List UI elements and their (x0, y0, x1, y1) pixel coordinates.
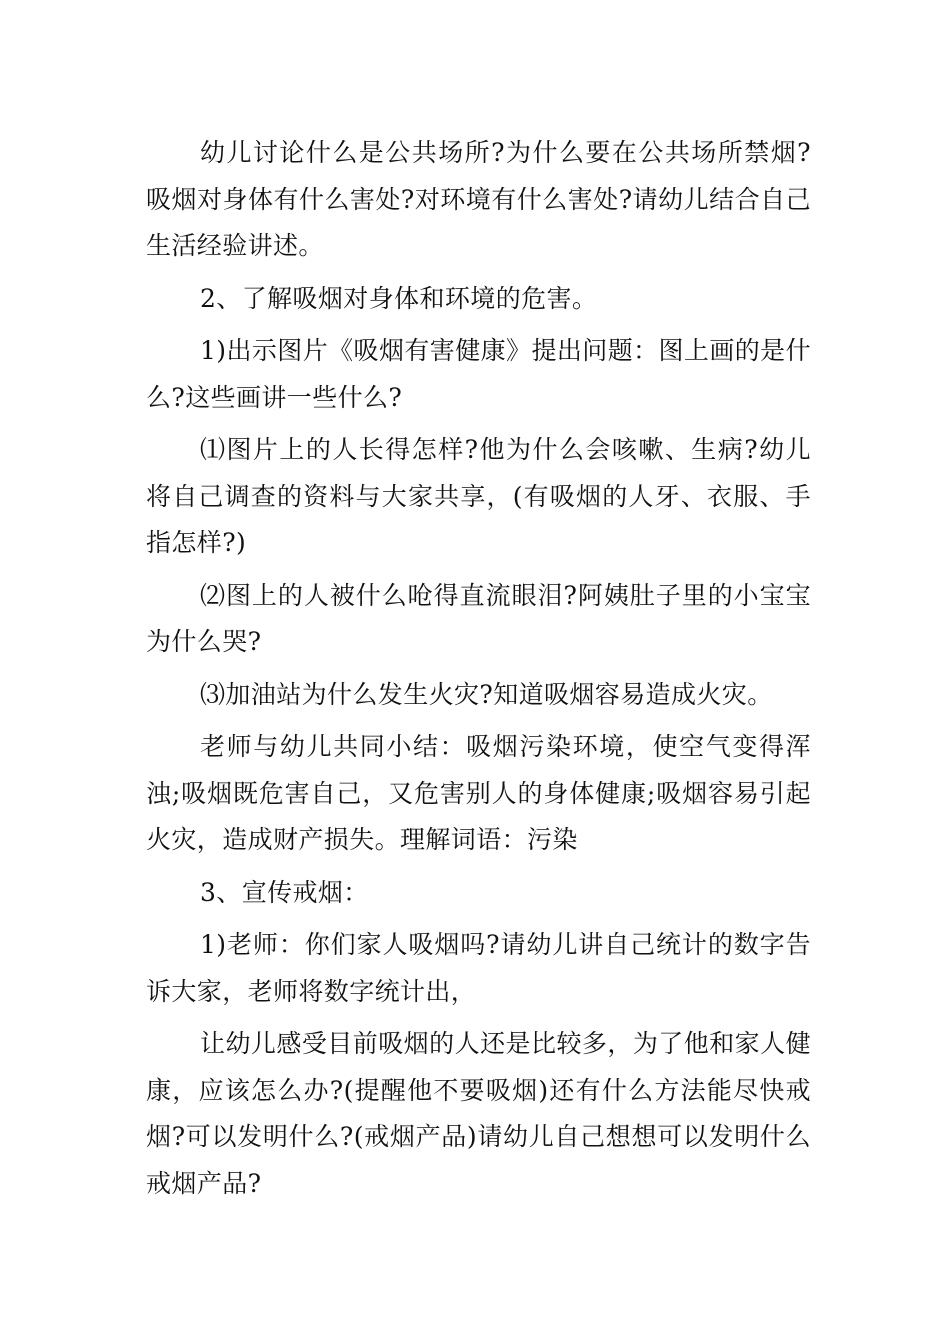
document-body (146, 130, 811, 1213)
paragraph-question-2: ⑵图上的人被什么呛得直流眼泪?阿姨肚子里的小宝宝为什么哭? (146, 580, 811, 656)
section-heading-2: 2、了解吸烟对身体和环境的危害。 (200, 283, 598, 313)
paragraph-summary: 老师与幼儿共同小结：吸烟污染环境，使空气变得浑浊;吸烟既危害自己，又危害别人的身体健康;吸烟容易引起火灾，造成财产损失。理解词语：污染 (146, 732, 811, 854)
section-heading-3: 3、宣传戒烟： (200, 877, 369, 907)
paragraph-quit-smoking: 让幼儿感受目前吸烟的人还是比较多，为了他和家人健康，应该怎么办?(提醒他不要吸烟)还有什么方法能尽快戒烟?可以发明什么?(戒烟产品)请幼儿自己想想可以发明什么戒烟产品? (146, 1029, 811, 1198)
paragraph-question-1: ⑴图片上的人长得怎样?他为什么会咳嗽、生病?幼儿将自己调查的资料与大家共享，(有吸烟的人牙、衣服、手指怎样?) (146, 435, 811, 557)
paragraph-teacher-question: 1)老师：你们家人吸烟吗?请幼儿讲自己统计的数字告诉大家，老师将数字统计出， (146, 930, 811, 1006)
paragraph-show-picture: 1)出示图片《吸烟有害健康》提出问题：图上画的是什么?这些画讲一些什么? (146, 336, 811, 412)
paragraph-question-3: ⑶加油站为什么发生火灾?知道吸烟容易造成火灾。 (200, 679, 773, 709)
paragraph-discussion: 幼儿讨论什么是公共场所?为什么要在公共场所禁烟?吸烟对身体有什么害处?对环境有什么害处?请幼儿结合自己生活经验讲述。 (146, 138, 811, 260)
